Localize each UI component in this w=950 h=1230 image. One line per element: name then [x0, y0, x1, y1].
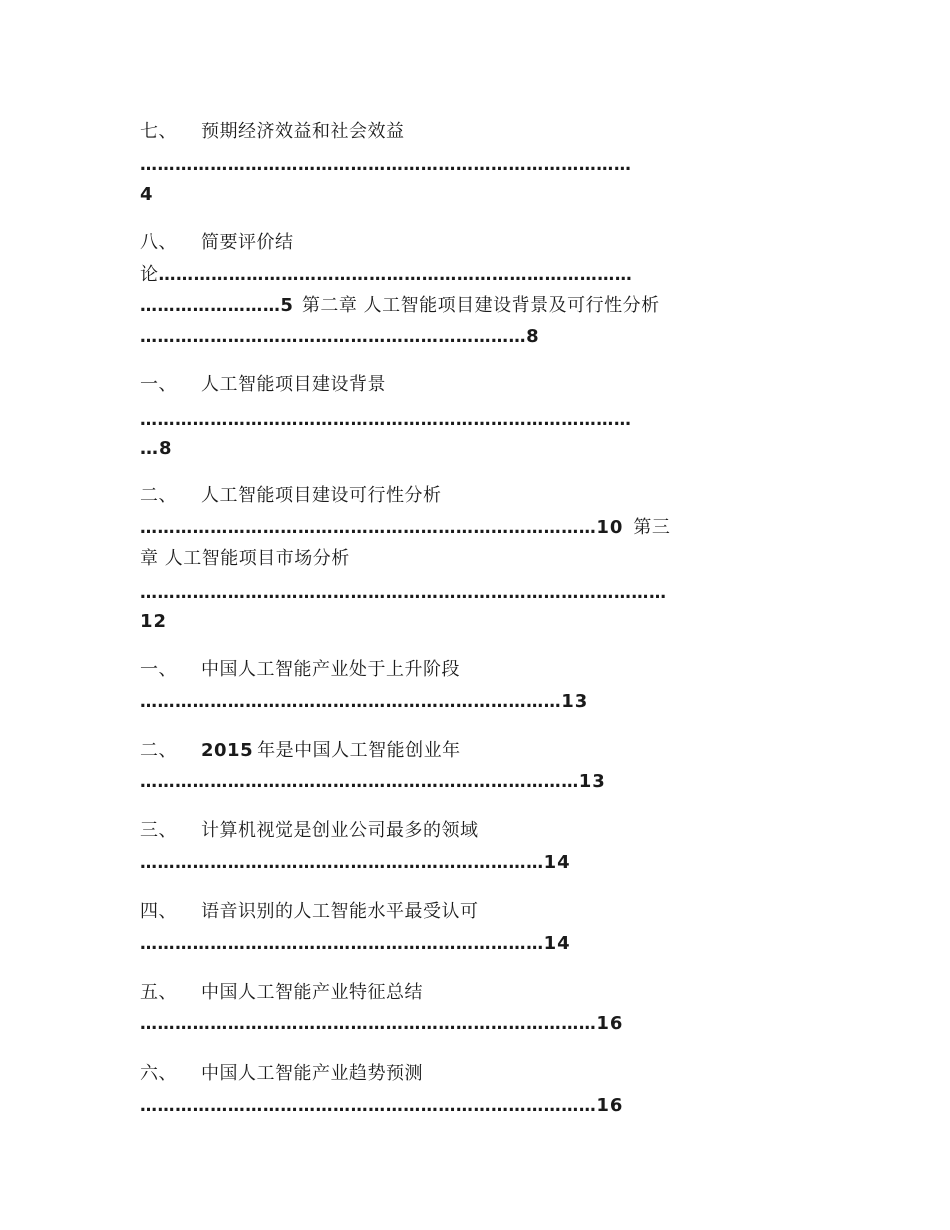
toc-entry-ch3-5-line2: [140, 1012, 623, 1036]
toc-entry-ch3-6-text: 中国人工智能产业趋势预测: [201, 1063, 423, 1084]
toc-entry-eight-leader-cont: ……………………: [140, 296, 281, 316]
toc-entry-ch3-3-page: 14: [543, 852, 571, 873]
toc-entry-ch3-1-prefix: 一、: [140, 659, 177, 680]
toc-entry-ch3-5-prefix: 五、: [140, 982, 177, 1003]
toc-entry-ch3-2-leader: …………………………………………………………………: [140, 772, 579, 792]
toc-entry-ch2-page: 8: [526, 326, 540, 347]
toc-entry-ch3-3-title[interactable]: [140, 819, 479, 843]
toc-entry-ch2-2-title[interactable]: [140, 484, 442, 508]
toc-entry-eight-line3: [140, 294, 660, 318]
toc-entry-eight-text: 简要评价结: [201, 232, 294, 253]
toc-entry-ch3-4-line2: [140, 932, 571, 956]
toc-entry-ch3-5-page: 16: [596, 1013, 624, 1034]
toc-entry-ch2-2-line2: [140, 516, 670, 540]
toc-entry-ch3-6-line2: [140, 1094, 623, 1118]
toc-entry-ch3-title-a[interactable]: 第三: [633, 517, 671, 538]
toc-entry-ch2-1-page: …8: [140, 438, 173, 459]
toc-entry-eight-prefix: 八、: [140, 232, 177, 253]
toc-entry-seven-leader: …………………………………………………………………………: [140, 155, 632, 175]
toc-entry-ch3-4-title[interactable]: [140, 900, 479, 924]
toc-entry-ch3-leader: ………………………………………………………………………………: [140, 583, 667, 603]
toc-entry-seven-text: 预期经济效益和社会效益: [201, 121, 405, 142]
toc-entry-ch2-1-prefix: 一、: [140, 374, 177, 395]
toc-entry-ch3-4-prefix: 四、: [140, 901, 177, 922]
toc-entry-ch3-2-page: 13: [578, 771, 606, 792]
toc-entry-ch3-2-prefix: 二、: [140, 740, 177, 761]
toc-entry-eight-leader: ………………………………………………………………………: [158, 265, 633, 285]
toc-entry-ch3-6-prefix: 六、: [140, 1063, 177, 1084]
toc-entry-seven-title[interactable]: [140, 120, 405, 144]
toc-entry-ch2-1-leader: …………………………………………………………………………: [140, 410, 632, 430]
toc-entry-eight-page: 5: [280, 295, 294, 316]
toc-entry-ch2-line2: [140, 325, 540, 349]
toc-entry-ch3-2-year: 2015: [201, 740, 254, 761]
toc-entry-eight-text-cont: 论: [140, 264, 159, 285]
toc-entry-ch3-2-text: 年是中国人工智能创业年: [257, 740, 461, 761]
toc-entry-ch3-1-title[interactable]: [140, 658, 460, 682]
toc-entry-ch3-4-page: 14: [543, 933, 571, 954]
toc-entry-ch3-2-title[interactable]: [140, 739, 461, 763]
toc-entry-ch3-title-b[interactable]: 章 人工智能项目市场分析: [140, 548, 350, 569]
toc-entry-ch3-4-leader: ……………………………………………………………: [140, 934, 544, 954]
toc-entry-ch3-6-page: 16: [596, 1095, 624, 1116]
toc-entry-ch2-2-prefix: 二、: [140, 485, 177, 506]
toc-entry-ch3-3-line2: [140, 851, 571, 875]
toc-entry-ch3-1-page: 13: [561, 691, 589, 712]
toc-entry-seven-prefix: 七、: [140, 121, 177, 142]
toc-entry-ch3-1-text: 中国人工智能产业处于上升阶段: [201, 659, 460, 680]
toc-entry-ch3-6-leader: ……………………………………………………………………: [140, 1096, 597, 1116]
toc-entry-ch3-3-prefix: 三、: [140, 820, 177, 841]
toc-entry-ch3-4-text: 语音识别的人工智能水平最受认可: [201, 901, 479, 922]
toc-entry-ch2-2-text: 人工智能项目建设可行性分析: [201, 485, 442, 506]
toc-entry-ch3-1-line2: [140, 690, 588, 714]
toc-entry-ch2-2-leader: ……………………………………………………………………: [140, 518, 597, 538]
toc-entry-ch3-2-line2: [140, 770, 606, 794]
toc-entry-eight-line2: [140, 263, 632, 287]
toc-entry-eight-title[interactable]: [140, 231, 294, 255]
toc-entry-ch3-1-leader: ………………………………………………………………: [140, 692, 562, 712]
toc-entry-seven-page: 4: [140, 184, 154, 205]
toc-entry-ch3-page: 12: [140, 611, 168, 632]
toc-entry-ch3-3-leader: ……………………………………………………………: [140, 853, 544, 873]
toc-entry-ch3-5-title[interactable]: [140, 981, 423, 1005]
toc-entry-ch2-1-title[interactable]: [140, 373, 386, 397]
toc-entry-ch2-2-page: 10: [596, 517, 624, 538]
toc-entry-ch3-6-title[interactable]: [140, 1062, 423, 1086]
toc-entry-ch2-title[interactable]: 第二章 人工智能项目建设背景及可行性分析: [301, 295, 660, 316]
toc-entry-ch3-5-leader: ……………………………………………………………………: [140, 1014, 597, 1034]
toc-entry-ch2-1-text: 人工智能项目建设背景: [201, 374, 386, 395]
toc-entry-ch3-5-text: 中国人工智能产业特征总结: [201, 982, 423, 1003]
toc-entry-ch2-leader: …………………………………………………………: [140, 327, 527, 347]
toc-entry-ch3-3-text: 计算机视觉是创业公司最多的领域: [201, 820, 479, 841]
